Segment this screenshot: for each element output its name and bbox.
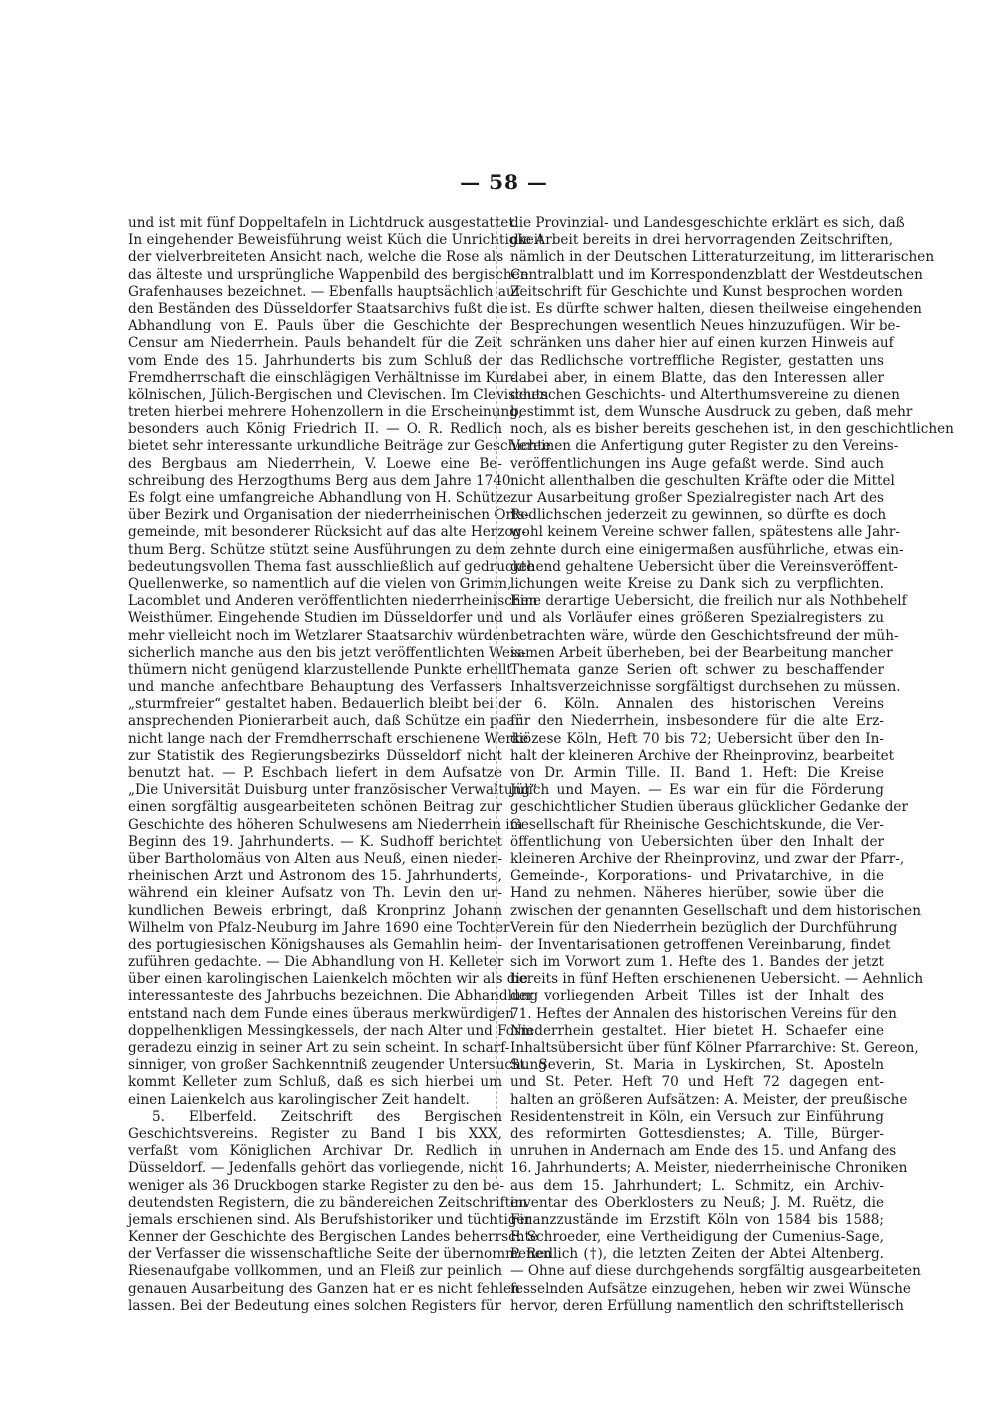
text-line: von Dr. Armin Tille. II. Band 1. Heft: Die Kreise: [510, 765, 884, 781]
right-text-column: [510, 215, 954, 1315]
text-line: „sturmfreier“ gestaltet haben. Bedauerlich bleibt bei der: [128, 696, 522, 713]
text-line: das älteste und ursprüngliche Wappenbild des bergischen: [128, 266, 529, 283]
text-line: nicht lange nach der Fremdherrschaft erschienene Werke: [128, 730, 529, 747]
text-line: einen sorgfältig ausgearbeiteten schönen Beitrag zur: [128, 799, 502, 816]
text-line: Kenner der Geschichte des Bergischen Landes beherrschte: [128, 1229, 538, 1246]
text-line: des Bergbaus am Niederrhein, V. Loewe eine Be-: [128, 455, 502, 472]
text-line: Es folgt eine umfangreiche Abhandlung von H. Schütze: [128, 490, 511, 506]
text-line: noch, als es bisher bereits geschehen ist, in den geschichtlichen: [510, 421, 954, 438]
text-line: Abhandlung von E. Pauls über die Geschichte der: [128, 318, 502, 335]
text-line: einen Laienkelch aus karolingischer Zeit handelt.: [128, 1091, 470, 1108]
text-line: über Bezirk und Organisation der niederrheinischen Orts-: [128, 507, 530, 524]
text-line: Riesenaufgabe vollkommen, und an Fleiß zur peinlich: [128, 1263, 502, 1280]
text-line: verfaßt vom Königlichen Archivar Dr. Redlich in: [128, 1143, 502, 1160]
text-line: das Redlichsche vortreffliche Register, gestatten uns: [510, 352, 884, 369]
text-line: entstand nach dem Funde eines überaus merkwürdigen: [128, 1005, 514, 1022]
text-line: halt der kleineren Archive der Rheinprovinz, bearbeitet: [510, 747, 895, 764]
text-line: Geschichte des höheren Schulwesens am Niederrhein im: [128, 816, 523, 833]
text-line: kommt Kelleter zum Schluß, daß es sich hierbei um: [128, 1074, 502, 1091]
text-line: Redlichschen jederzeit zu gewinnen, so dürfte es doch: [510, 507, 887, 524]
text-line: über Bartholomäus von Alten aus Neuß, einen nieder-: [128, 850, 502, 867]
text-line: Eine derartige Uebersicht, die freilich nur als Nothbehelf: [510, 593, 907, 610]
text-line: Inhaltsübersicht über fünf Kölner Pfarrarchive: St. Gereon,: [510, 1040, 919, 1056]
text-line: lassen. Bei der Bedeutung eines solchen Registers für: [128, 1297, 502, 1314]
text-line: Quellenwerke, so namentlich auf die vielen von Grimm,: [128, 575, 512, 592]
text-line: während ein kleiner Aufsatz von Th. Levin den ur-: [128, 885, 502, 902]
text-line: die Provinzial- und Landesgeschichte erklärt es sich, daß: [510, 215, 905, 231]
text-line: öffentlichung von Uebersichten über den Inhalt der: [510, 833, 884, 850]
text-line: nicht allenthalben die geschulten Kräfte oder die Mittel: [510, 472, 895, 489]
text-line: treten hierbei mehrere Hohenzollern in die Erscheinung,: [128, 404, 523, 421]
text-line: die Arbeit bereits in drei hervorragenden Zeitschriften,: [510, 232, 894, 249]
text-line: Finanzzustände im Erzstift Köln von 1584 bis 1588;: [510, 1211, 884, 1228]
text-line: halten an größeren Aufsätzen: A. Meister, der preußische: [510, 1091, 908, 1108]
text-line: 5. Elberfeld. Zeitschrift des Bergischen: [152, 1108, 502, 1125]
text-line: — Ohne auf diese durchgehends sorgfältig ausgearbeiteten: [510, 1263, 921, 1280]
text-line: F. Schroeder, eine Vertheidigung der Cumenius-Sage,: [510, 1229, 884, 1246]
text-line: ansprechenden Pionierarbeit auch, daß Schütze ein paar: [128, 713, 522, 730]
text-line: Centralblatt und im Korrespondenzblatt der Westdeutschen: [510, 266, 923, 283]
text-line: vom Ende des 15. Jahrhunderts bis zum Schluß der: [128, 352, 502, 369]
text-line: unruhen in Andernach am Ende des 15. und Anfang des: [510, 1143, 897, 1160]
text-line: veröffentlichungen ins Auge gefaßt werde. Sind auch: [510, 455, 884, 472]
text-line: den Beständen des Düsseldorfer Staatsarchivs fußt die: [128, 300, 508, 317]
text-line: und ist mit fünf Doppeltafeln in Lichtdruck ausgestattet.: [128, 215, 519, 231]
text-line: lichungen weite Kreise zu Dank sich zu verpflichten.: [510, 575, 884, 592]
text-line: zehnte durch eine einigermaßen ausführliche, etwas ein-: [510, 541, 904, 558]
text-line: sich im Vorwort zum 1. Hefte des 1. Bandes der jetzt: [510, 954, 884, 971]
text-line: 16. Jahrhunderts; A. Meister, niederrheinische Chroniken: [510, 1160, 908, 1177]
text-line: interessanteste des Jahrbuchs bezeichnen. Die Abhandlung: [128, 988, 539, 1005]
text-line: zur Ausarbeitung großer Spezialregister nach Art des: [510, 490, 884, 506]
text-line: aus dem 15. Jahrhundert; L. Schmitz, ein Archiv-: [510, 1177, 884, 1194]
text-line: für den Niederrhein, insbesondere für die alte Erz-: [510, 713, 884, 730]
text-line: Beginn des 19. Jahrhunderts. — K. Sudhoff berichtet: [128, 833, 502, 850]
text-line: und als Vorläufer eines größeren Spezialregisters zu: [510, 610, 884, 627]
text-line: benutzt hat. — P. Eschbach liefert in dem Aufsatze: [128, 765, 502, 781]
text-line: St. Severin, St. Maria in Lyskirchen, St. Aposteln: [510, 1057, 884, 1074]
text-line: rheinischen Arzt und Astronom des 15. Jahrhunderts,: [128, 868, 502, 885]
text-line: zuführen gedachte. — Die Abhandlung von H. Kelleter: [128, 954, 504, 971]
text-line: über einen karolingischen Laienkelch möchten wir als die: [128, 971, 528, 988]
text-line: ist. Es dürfte schwer halten, diesen theilweise eingehenden: [510, 300, 922, 317]
text-line: Geschichtsvereins. Register zu Band I bis XXX,: [128, 1125, 502, 1142]
text-line: und St. Peter. Heft 70 und Heft 72 dagegen ent-: [510, 1074, 884, 1091]
text-line: des reformirten Gottesdienstes; A. Tille, Bürger-: [510, 1125, 884, 1142]
text-line: P. Redlich (†), die letzten Zeiten der Abtei Altenberg.: [510, 1246, 884, 1263]
text-line: Besprechungen wesentlich Neues hinzuzufügen. Wir be-: [510, 318, 901, 335]
text-line: doppelhenkligen Messingkessels, der nach Alter und Form: [128, 1022, 534, 1039]
text-line: geradezu einzig in seiner Art zu sein scheint. In scharf-: [128, 1040, 510, 1056]
text-line: dabei aber, in einem Blatte, das den Interessen aller: [510, 369, 884, 386]
text-line: genauen Ausarbeitung des Ganzen hat er es nicht fehlen: [128, 1280, 520, 1297]
text-line: Vereinen die Anfertigung guter Register zu den Vereins-: [510, 438, 899, 455]
text-line: Censur am Niederrhein. Pauls behandelt für die Zeit: [128, 335, 502, 352]
text-line: schränken uns daher hier auf einen kurzen Hinweis auf: [510, 335, 894, 352]
text-line: sinniger, von großer Sachkenntniß zeugender Untersuchung: [128, 1057, 547, 1074]
text-line: deutschen Geschichts- und Alterthumsvereine zu dienen: [510, 386, 900, 403]
text-line: der vielverbreiteten Ansicht nach, welche die Rose als: [128, 249, 504, 266]
text-line: bereits in fünf Heften erschienenen Uebersicht. — Aehnlich: [510, 971, 924, 988]
text-line: der Inventarisationen getroffenen Vereinbarung, findet: [510, 936, 891, 953]
text-line: jemals erschienen sind. Als Berufshistoriker und tüchtiger: [128, 1211, 532, 1228]
text-line: Düsseldorf. — Jedenfalls gehört das vorliegende, nicht: [128, 1160, 504, 1177]
text-line: kleineren Archive der Rheinprovinz, und zwar der Pfarr-,: [510, 850, 905, 867]
text-line: Hand zu nehmen. Näheres hierüber, sowie über die: [510, 885, 884, 902]
text-line: zur Statistik des Regierungsbezirks Düsseldorf nicht: [128, 747, 502, 764]
text-line: Zeitschrift für Geschichte und Kunst besprochen worden: [510, 283, 903, 300]
text-line: In eingehender Beweisführung weist Küch die Unrichtigkeit: [128, 232, 544, 249]
text-line: geschichtlicher Studien überaus glücklicher Gedanke der: [510, 799, 908, 816]
text-line: Wilhelm von Pfalz-Neuburg im Jahre 1690 eine Tochter: [128, 919, 510, 936]
text-line: nämlich in der Deutschen Litteraturzeitung, im litterarischen: [510, 249, 935, 266]
text-line: bestimmt ist, dem Wunsche Ausdruck zu geben, daß mehr: [510, 404, 913, 421]
text-line: Gesellschaft für Rheinische Geschichtskunde, die Ver-: [510, 816, 884, 833]
text-line: des portugiesischen Königshauses als Gemahlin heim-: [128, 936, 503, 953]
text-line: und manche anfechtbare Behauptung des Verfassers: [128, 679, 502, 696]
text-line: Weisthümer. Eingehende Studien im Düsseldorfer und: [128, 610, 503, 627]
text-line: 6. Köln. Annalen des historischen Vereins: [534, 696, 884, 713]
text-line: Fremdherrschaft die einschlägigen Verhältnisse im Kur-: [128, 369, 516, 386]
text-line: zwischen der genannten Gesellschaft und dem historischen: [510, 902, 921, 919]
text-line: diözese Köln, Heft 70 bis 72; Uebersicht über den In-: [510, 730, 884, 747]
text-line: 71. Heftes der Annalen des historischen Vereins für den: [510, 1005, 897, 1022]
text-line: betrachten wäre, würde den Geschichtsfreund der müh-: [510, 627, 899, 644]
page-number: — 58 —: [460, 170, 548, 194]
text-line: gehend gehaltene Uebersicht über die Vereinsveröffent-: [510, 558, 899, 575]
text-line: wohl keinem Vereine schwer fallen, spätestens alle Jahr-: [510, 524, 901, 541]
text-line: deutendsten Registern, die zu bändereichen Zeitschriften: [128, 1194, 527, 1211]
text-line: inventar des Oberklosters zu Neuß; J. M. Ruëtz, die: [510, 1194, 884, 1211]
text-line: thum Berg. Schütze stützt seine Ausführungen zu dem: [128, 541, 506, 558]
text-line: Verein für den Niederrhein bezüglich der Durchführung: [510, 919, 898, 936]
column-divider: [496, 216, 497, 1184]
text-line: Grafenhauses bezeichnet. — Ebenfalls hauptsächlich auf: [128, 283, 520, 300]
text-line: hervor, deren Erfüllung namentlich den schriftstellerisch: [510, 1297, 904, 1314]
text-line: Niederrhein gestaltet. Hier bietet H. Schaefer eine: [510, 1022, 884, 1039]
text-line: samen Arbeit überheben, bei der Bearbeitung mancher: [510, 644, 893, 661]
text-line: mehr vielleicht noch im Wetzlarer Staatsarchiv würden: [128, 627, 510, 644]
text-line: bedeutungsvollen Thema fast ausschließlich auf gedruckte: [128, 558, 535, 575]
text-line: besonders auch König Friedrich II. — O. R. Redlich: [128, 421, 502, 438]
text-line: gemeinde, mit besonderer Rücksicht auf das alte Herzog-: [128, 524, 526, 541]
text-line: „Die Universität Duisburg unter französischer Verwaltung“: [128, 782, 537, 799]
text-line: Themata ganze Serien oft schwer zu beschaffender: [510, 661, 884, 678]
text-line: Jülich und Mayen. — Es war ein für die Förderung: [510, 782, 884, 799]
text-line: fesselnden Aufsätze einzugehen, heben wir zwei Wünsche: [510, 1280, 911, 1297]
text-line: thümern nicht genügend klarzustellende Punkte erhellt: [128, 661, 512, 678]
text-line: Residentenstreit in Köln, ein Versuch zur Einführung: [510, 1108, 884, 1125]
text-line: Inhaltsverzeichnisse sorgfältigst durchsehen zu müssen.: [510, 679, 901, 696]
text-line: Lacomblet und Anderen veröffentlichten niederrheinischen: [128, 593, 538, 610]
text-line: Gemeinde-, Korporations- und Privatarchive, in die: [510, 868, 884, 885]
text-line: bietet sehr interessante urkundliche Beiträge zur Geschichte: [128, 438, 551, 455]
text-line: der vorliegenden Arbeit Tilles ist der Inhalt des: [510, 988, 884, 1005]
text-line: der Verfasser die wissenschaftliche Seite der übernommenen: [128, 1246, 552, 1263]
left-text-column: [128, 215, 552, 1315]
text-line: schreibung des Herzogthums Berg aus dem Jahre 1740.: [128, 472, 515, 489]
text-line: weniger als 36 Druckbogen starke Register zu den be-: [128, 1177, 505, 1194]
text-line: kundlichen Beweis erbringt, daß Kronprinz Johann: [128, 902, 502, 919]
text-line: kölnischen, Jülich-Bergischen und Clevischen. Im Clevischen: [128, 386, 549, 403]
text-line: sicherlich manche aus den bis jetzt veröffentlichten Weis-: [128, 644, 526, 661]
